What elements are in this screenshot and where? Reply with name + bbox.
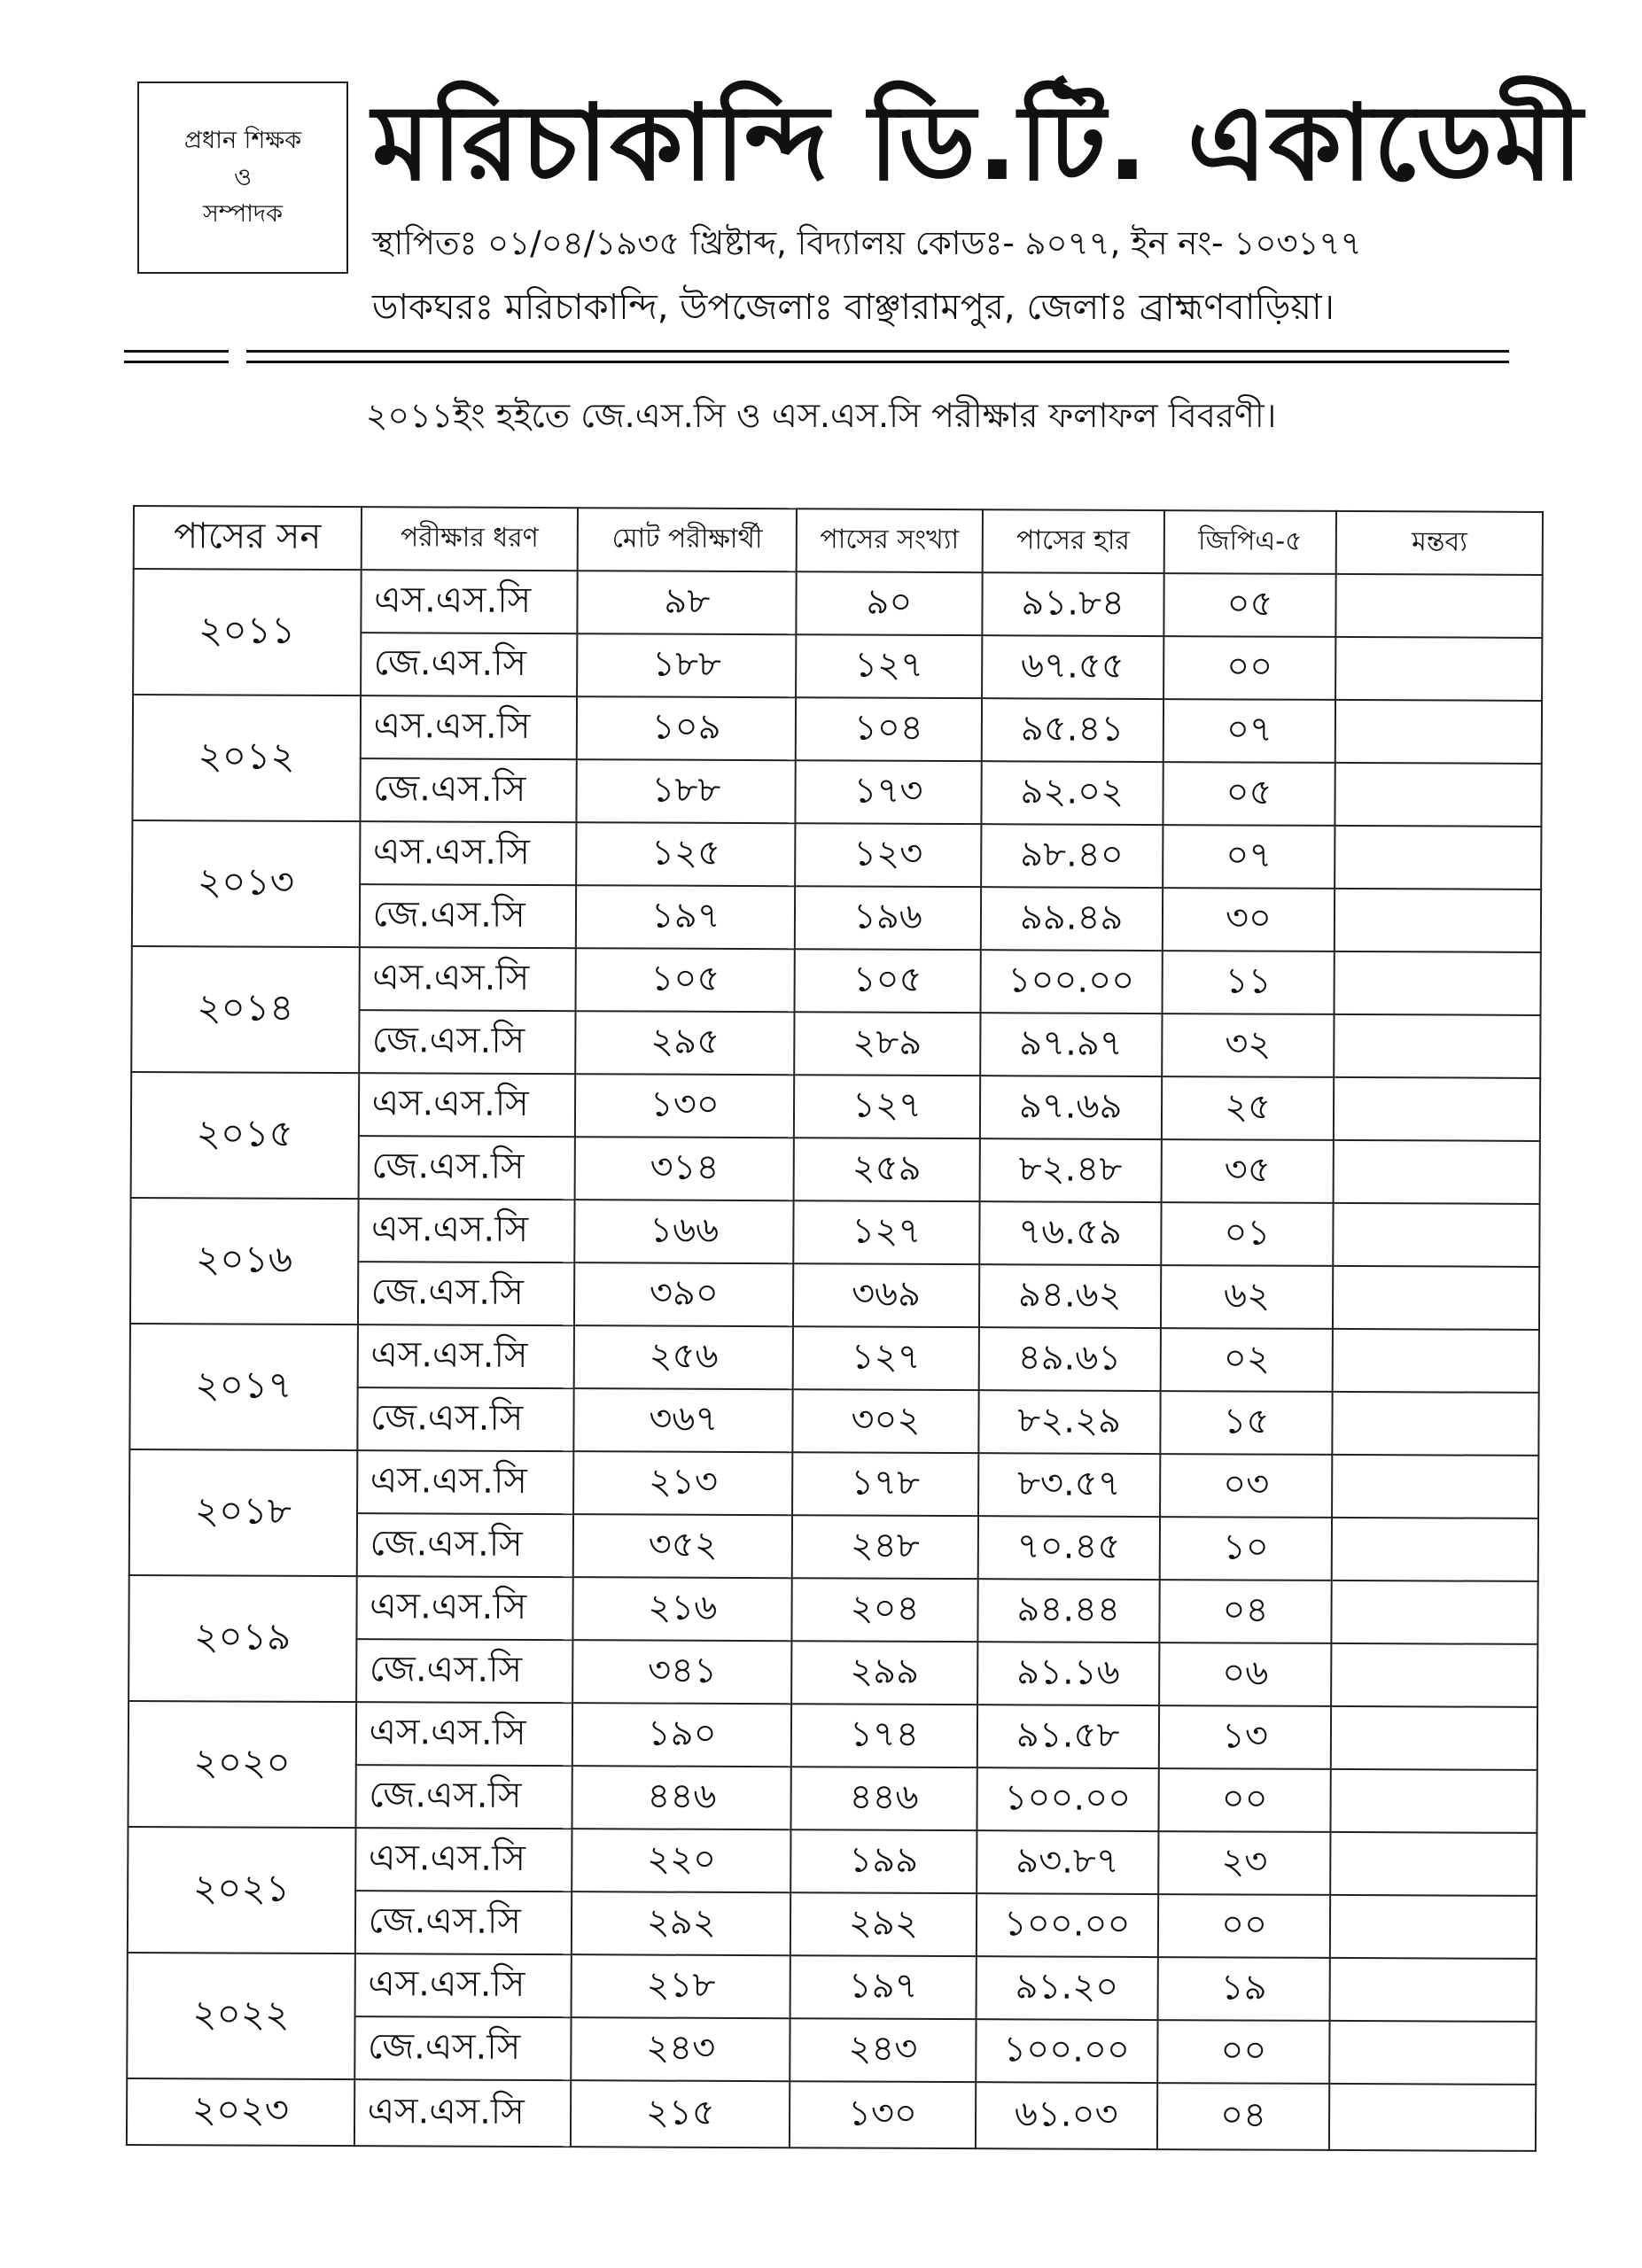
cell-exam-type: জে.এস.সি [357,1387,574,1451]
table-row [131,1072,1540,1141]
cell-pass-rate: ৯৯.৪৯ [981,887,1163,951]
col-header-passed: পাসের সংখ্যা [797,509,983,572]
cell-remarks [1334,1203,1540,1267]
cell-exam-type: জে.এস.সি [355,1765,572,1829]
cell-pass-rate: ১০০.০০ [977,1893,1158,1957]
cell-remarks [1331,1643,1537,1707]
cell-total: ১৩০ [575,1074,794,1138]
table-row [130,1198,1539,1267]
cell-pass-rate: ৯৪.৪৪ [977,1579,1159,1643]
cell-total: ৩৫২ [573,1514,792,1578]
cell-gpa5: ৩৫ [1161,1139,1334,1203]
divider-line [124,361,229,363]
cell-exam-type: এস.এস.সি [354,1953,572,2017]
cell-passed: ২৪৩ [790,2018,976,2082]
cell-gpa5: ৩২ [1162,1014,1335,1077]
cell-year: ২০২১ [128,1827,355,1953]
cell-gpa5: ১৫ [1160,1391,1333,1455]
cell-total: ২১৩ [574,1451,793,1515]
col-header-gpa5: জিপিএ-৫ [1163,510,1336,574]
cell-pass-rate: ১০০.০০ [976,2019,1157,2083]
cell-total: ১০৯ [577,696,796,760]
cell-passed: ২৮৯ [794,1012,980,1076]
cell-remarks [1336,574,1543,638]
cell-passed: ৩০২ [792,1389,978,1453]
cell-exam-type: জে.এস.সি [360,758,577,822]
cell-exam-type: জে.এস.সি [354,2016,572,2080]
establishment-info: স্থাপিতঃ ০১/০৪/১৯৩৫ খ্রিষ্টাব্দ, বিদ্যালয় কোডঃ- ৯০৭৭, ইন নং- ১০৩১৭৭ [372,224,1362,262]
cell-passed: ২৯২ [790,1892,977,1956]
cell-total: ২৯৫ [576,1011,795,1075]
cell-passed: ১২৭ [793,1200,979,1264]
report-subtitle: ২০১১ইং হইতে জে.এস.সি ও এস.এস.সি পরীক্ষার ফলাফল বিবরণী। [365,396,1277,435]
cell-exam-type: জে.এস.সি [359,1010,576,1074]
cell-remarks [1331,1706,1537,1770]
table-row [128,1827,1537,1896]
cell-remarks [1335,700,1542,764]
cell-passed: ১৯৯ [790,1829,977,1893]
cell-remarks [1335,826,1542,889]
cell-exam-type: জে.এস.সি [358,1136,575,1200]
cell-exam-type: এস.এস.সি [360,695,577,759]
cell-passed: ৯০ [796,571,982,635]
cell-remarks [1334,1077,1540,1141]
cell-passed: ১০৪ [796,697,982,761]
cell-total: ৩৬৭ [574,1388,793,1452]
results-table [126,505,1544,2152]
cell-remarks [1335,637,1542,701]
school-title: মরিচাকান্দি ডি.টি. একাডেমী [372,82,1584,204]
cell-pass-rate: ৭৬.৫৯ [979,1201,1161,1265]
cell-gpa5: ২৫ [1161,1076,1334,1140]
table-row [130,1324,1539,1393]
cell-remarks [1329,2084,1536,2151]
cell-total: ১৬৬ [575,1200,794,1263]
cell-pass-rate: ৮২.৪৮ [979,1138,1161,1202]
cell-pass-rate: ৯১.১৬ [977,1642,1159,1705]
cell-year: ২০১৫ [131,1072,359,1199]
cell-remarks [1332,1581,1538,1644]
cell-passed: ৩৬৯ [793,1263,979,1327]
cell-gpa5: ০২ [1160,1328,1333,1392]
col-header-remarks: মন্তব্য [1336,511,1543,575]
cell-passed: ১৭৮ [792,1452,978,1516]
cell-gpa5: ০৩ [1160,1454,1333,1518]
table-row [133,569,1542,638]
cell-gpa5: ১৩ [1158,1705,1331,1769]
cell-remarks [1330,1895,1537,1959]
divider-line [124,350,229,353]
cell-total: ৩৯০ [574,1262,793,1326]
cell-gpa5: ১১ [1162,951,1335,1014]
cell-remarks [1331,1769,1537,1833]
cell-total: ১৮৮ [577,759,796,823]
cell-remarks [1335,763,1542,827]
cell-exam-type: জে.এস.সি [356,1639,573,1703]
col-header-total-examinees: মোট পরীক্ষার্থী [578,508,797,571]
cell-gpa5: ০৬ [1159,1643,1332,1706]
table-row [128,1701,1537,1770]
cell-total: ২৯২ [572,1891,790,1955]
table-row [132,820,1541,889]
cell-exam-type: এস.এস.সি [355,1828,572,1891]
table-row [127,2078,1536,2151]
cell-passed: ১৭৪ [791,1704,977,1767]
cell-pass-rate: ৯১.৮৪ [982,572,1163,636]
table-row [128,1953,1537,2022]
cell-total: ১০৫ [576,948,795,1012]
cell-total: ১৯০ [572,1703,791,1767]
cell-exam-type: এস.এস.সি [359,947,576,1011]
cell-gpa5: ৬২ [1161,1265,1334,1329]
cell-gpa5: ২৩ [1158,1831,1331,1895]
cell-remarks [1330,1958,1537,2022]
cell-pass-rate: ৮৩.৫৭ [978,1453,1160,1517]
cell-pass-rate: ৯৮.৪০ [981,824,1163,888]
cell-total: ২৪৩ [572,2017,790,2081]
cell-gpa5: ০৪ [1157,2083,1330,2150]
cell-total: ১২৫ [577,822,796,886]
cell-pass-rate: ৯৫.৪১ [981,698,1163,762]
cell-remarks [1333,1266,1539,1330]
cell-total: ২১৬ [573,1577,792,1641]
cell-year: ২০১৩ [132,820,360,947]
cell-passed: ১৯৭ [790,1955,977,2019]
divider-line [246,361,1509,363]
cell-gpa5: ০৭ [1163,699,1335,763]
cell-passed: ১৯৬ [795,886,981,950]
cell-pass-rate: ৯৩.৮৭ [977,1830,1158,1894]
cell-year: ২০১৮ [129,1449,357,1576]
cell-total: ৩৪১ [573,1640,792,1704]
table-row [133,695,1542,764]
cell-gpa5: ০০ [1157,1894,1330,1958]
cell-exam-type: জে.এস.সি [361,633,578,696]
cell-gpa5: ০৭ [1163,825,1335,889]
cell-gpa5: ০০ [1157,2020,1330,2084]
cell-pass-rate: ৯৪.৬২ [979,1264,1161,1328]
cell-gpa5: ১০ [1159,1517,1332,1581]
cell-exam-type: এস.এস.সি [355,1702,572,1766]
cell-pass-rate: ৯১.৫৮ [977,1705,1159,1768]
cell-total: ৯৮ [578,571,797,634]
cell-exam-type: জে.এস.সি [354,1891,572,1954]
box-line-2: ও [234,163,252,191]
cell-exam-type: এস.এস.সি [357,1450,574,1514]
cell-total: ১৯৭ [576,885,795,949]
cell-exam-type: এস.এস.সি [361,570,578,633]
cell-passed: ১৭৩ [796,760,982,824]
cell-pass-rate: ৬৭.৫৫ [982,635,1163,699]
cell-total: ২৫৬ [574,1325,793,1389]
cell-total: ৩১৪ [575,1137,794,1200]
cell-gpa5: ০০ [1163,636,1336,700]
cell-year: ২০১৪ [131,946,359,1073]
cell-gpa5: ০৫ [1163,573,1336,637]
cell-year: ২০২৩ [127,2078,354,2146]
table-row [128,1575,1537,1644]
cell-pass-rate: ৯৭.৬৯ [980,1076,1162,1139]
cell-pass-rate: ৯১.২০ [976,1956,1157,2020]
cell-exam-type: এস.এস.সি [357,1324,574,1388]
cell-total: ২২০ [572,1829,791,1892]
cell-year: ২০১২ [132,695,360,821]
table-row [129,1449,1538,1518]
cell-total: ১৮৮ [578,633,797,697]
cell-pass-rate: ৯২.০২ [981,761,1163,825]
cell-pass-rate: ১০০.০০ [980,950,1162,1014]
cell-exam-type: জে.এস.সি [359,884,576,948]
cell-exam-type: এস.এস.সি [356,1576,573,1640]
cell-remarks [1330,2021,1537,2085]
divider-line [246,350,1509,353]
cell-remarks [1332,1518,1538,1581]
headmaster-box [137,82,348,274]
cell-gpa5: ০০ [1158,1768,1331,1832]
cell-remarks [1334,1140,1540,1204]
cell-pass-rate: ৭০.৪৫ [977,1516,1159,1580]
results-body [127,569,1543,2151]
cell-passed: ১২৩ [795,823,981,887]
cell-remarks [1333,1392,1539,1456]
col-header-exam-type: পরীক্ষার ধরণ [361,507,578,571]
cell-year: ২০১৯ [128,1575,356,1702]
cell-pass-rate: ৮২.২৯ [978,1390,1160,1454]
cell-passed: ১২৭ [796,634,982,698]
cell-year: ২০২০ [128,1701,355,1828]
table-header-row [134,506,1543,575]
cell-passed: ১২৭ [794,1075,980,1138]
cell-passed: ১২৭ [793,1326,979,1390]
cell-exam-type: জে.এস.সি [358,1262,575,1325]
cell-remarks [1332,1455,1538,1518]
box-line-3: সম্পাদক [202,200,284,229]
table-row [132,946,1541,1015]
cell-pass-rate: ৬১.০৩ [976,2082,1157,2149]
cell-passed: ২৫৯ [794,1138,980,1201]
cell-year: ২০১১ [133,569,361,695]
cell-passed: ২৪৮ [792,1515,978,1579]
cell-gpa5: ০৪ [1159,1580,1332,1643]
address-info: ডাকঘরঃ মরিচাকান্দি, উপজেলাঃ বাঞ্ছারামপুর, জেলাঃ ব্রাহ্মণবাড়িয়া। [372,287,1335,328]
cell-exam-type: এস.এস.সি [359,1073,576,1137]
cell-remarks [1335,889,1541,952]
cell-pass-rate: ৪৯.৬১ [978,1327,1160,1391]
cell-remarks [1331,1832,1537,1896]
cell-passed: ৪৪৬ [791,1767,977,1830]
cell-total: ২১৮ [572,1954,790,2018]
cell-exam-type: এস.এস.সি [360,821,577,885]
cell-exam-type: জে.এস.সি [356,1513,573,1577]
cell-remarks [1333,1329,1539,1393]
col-header-pass-rate: পাসের হার [982,509,1163,573]
cell-gpa5: ১৯ [1157,1957,1330,2021]
cell-exam-type: এস.এস.সি [354,2079,572,2147]
cell-year: ২০১৬ [130,1198,358,1324]
cell-passed: ১৩০ [790,2081,976,2148]
box-line-1: প্রধান শিক্ষক [183,126,302,154]
cell-gpa5: ৩০ [1162,888,1335,951]
cell-remarks [1335,951,1541,1015]
cell-year: ২০২২ [127,1953,354,2079]
cell-pass-rate: ৯৭.৯৭ [980,1013,1162,1076]
cell-remarks [1335,1014,1541,1078]
cell-passed: ১০৫ [795,949,981,1013]
cell-total: ৪৪৬ [572,1766,791,1829]
cell-pass-rate: ১০০.০০ [977,1767,1158,1831]
cell-total: ২১৫ [571,2080,790,2148]
cell-gpa5: ০৫ [1163,762,1335,826]
cell-exam-type: এস.এস.সি [358,1199,575,1262]
cell-gpa5: ০১ [1161,1202,1334,1266]
cell-passed: ২০৪ [792,1578,978,1642]
col-header-year: পাসের সন [134,506,362,570]
cell-passed: ২৯৯ [791,1641,977,1705]
cell-year: ২০১৭ [129,1324,357,1450]
